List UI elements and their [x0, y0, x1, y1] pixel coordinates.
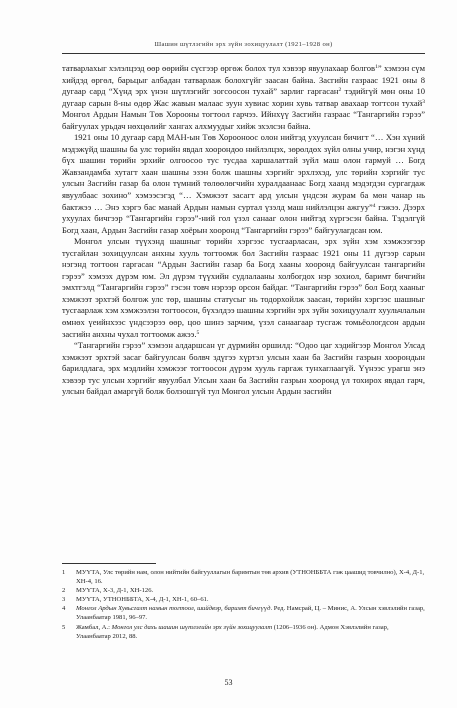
- footnote-number: 1: [62, 569, 66, 576]
- footnote-marker: 3: [422, 98, 425, 105]
- footnote-number: 4: [62, 605, 66, 613]
- footnotes: [62, 568, 425, 641]
- footnote-text: [76, 595, 425, 604]
- text-run: 1921 оны 10 дугаар сард МАН-ын Төв Хорооноос олон нийтэд ухуулсан бичигт “… Хэн хүний мэдэжүйд шашны ба улс төрийн явдал хоорондоо нийлэлцэх, зөрөлдөх зүйл олны учир, нэгэн хүнд бүх шашин төрийн эрхийг олгоосоо тус тусдаа харшалаттай зүйл маш олон гармуй … Богд Жавзандамба хутагт хаан шашны эзэн болж шашны хэргийг эрхлэхэд, улс төрийн хэргийг тус улсын Засгийн газар ба олон түмний төлөөлөгчийн хуралдаанаас Богд хаанд мэдэгдэн сургагдаж явуулбаас зохино” хэмээсэгэд “… Хэмжээт засагт ард улсын үндсэн журам ба мөн чанар нь бактжээ … Энэ хэргэ бас манай Ардын намын суртал үзэлд маш нийлэлцэн ажгуу”: [62, 132, 425, 212]
- text-run: гэжээ. Дээрх ухуулах бичгээр “Тангаргийн гэрээ”-ний гол үзэл санааг олон нийтэд хүргэсэн байна. Тэдэлгүй Богд хаан, Ардын Засгийн газар хоёрын хооронд “Тангаргийн гэрээ” байгуулагдсан юм.: [62, 201, 425, 235]
- text-run: МУҮТА, Х-3, Д-1, ХН-126.: [76, 587, 154, 595]
- footnote: [62, 595, 425, 604]
- text-run: МУҮТА, УТНОНББТА, Х-4, Д-1, ХН-1, 60–61.: [76, 596, 209, 604]
- running-head: Шашин шүтлэгийн эрх зүйн зохицуулалт (1921–1928 он): [154, 41, 333, 48]
- text-run: татварлахыг хэлэлцээд өөр өөрийн сүсгээр өргөж болох тул хэвээр явуулахаар болгов: [62, 63, 376, 73]
- footnote-marker: 4: [372, 202, 376, 209]
- footnote: [62, 604, 425, 622]
- footnote-rule: [62, 563, 156, 564]
- footnote-number: 2: [62, 587, 66, 595]
- footnote-marker: 1: [375, 64, 378, 70]
- footnote-text: [76, 586, 425, 595]
- page-number: 53: [224, 678, 233, 687]
- footnote-text: [76, 623, 425, 641]
- footnote: [62, 586, 425, 595]
- text-run: Монгол Ардын Намын Төв Хорооны тогтоол гарчээ. Ийнхүү Засгийн газраас “Тангаргийн гэрээ” байгуулах урьдач нөхцөлийг хангах алхмуудыг хийж эхэлсэн байна.: [62, 109, 425, 131]
- header-rule: [62, 53, 425, 54]
- text-run: ” хэмээн сүм хийдэд өргөл, барьцыг албадан татварлаж болохгүйг заасан байна. Засгийн газраас 1921 оны 8 дугаар сард “Хүнд эрх үнэн шүтлэгийг зогсоосон тухай” зарлиг гаргасан: [62, 63, 425, 97]
- footnote-marker: 5: [196, 329, 200, 336]
- footnote-text: [76, 604, 425, 622]
- body-text: [62, 63, 425, 398]
- text-run: (1206–1936 он). Адмон Хэвлэлийн газар, Улаанбаатар 2012, 88.: [76, 623, 389, 640]
- footnote-marker: 2: [338, 87, 342, 94]
- text-run: Жамбал, А.:: [76, 623, 112, 631]
- footnote-text: [76, 568, 425, 586]
- text-run: Монгол улс дахь шашин шүтлэгийн эрх зүйн зохицуулалт: [111, 623, 273, 631]
- footnote-number: 3: [62, 596, 66, 604]
- text-run: . Ред. Намсрай, Ц. – Минис, А. Улсын хэвлэлийн газар, Улаанбаатар 1981, 96–97.: [76, 605, 425, 622]
- paragraph: [62, 236, 425, 340]
- footnote-number: 5: [62, 623, 66, 631]
- text-run: Монгол улсын түүхэнд шашныг төрийн хэргээс тусгаарласан, эрх зүйн хэм хэмжээгээр тусгайлан зохицуулсан анхны хууль тогтоомж бол Засгийн газраас 1921 оны 11 дүгээр сарын нэгэнд тогтоон гаргасан “Ардын Засгийн газар ба Богд хааны хооронд байгуулсан тангаргийн гэрээ” хэмээх дүрэм юм. Эл дүрэм түүхийн судлалааны холбогдох нэр зохиол, баримт бичгийн эмхтгэлд “Тангаргийн гэрээ” гэсэн товч нэрээр орсон байдаг. “Тангаргийн гэрээ” бол Богд хааныг хэмжээт эрхтэй болгож улс төр, шашны статусыг нь тодорхойлж заасан, төрийн хэргээс шашныг тусгаарлаж хэм хэмжээлэн тогтоосон, бүхэлдээ шашны хэргийн эрх зүйн зохицуулалт хуульчлалын өмнөх үеийнхээс үндсээрээ өөр, цоо шинэ зарчим, үзэл санаагаар тусгаж томьёологдсон ардын засгийн анхны чухал тогтоомж ажээ.: [62, 236, 425, 339]
- text-run: МУҮТА, Улс төрийн нам, олон нийтийн байгууллагын баримтын төв архив (УТНОНББТА гэж цаашид товчилно), Х-4, Д-1, ХН-4, 16.: [76, 569, 425, 586]
- paragraph: [62, 132, 425, 236]
- footnote: [62, 568, 425, 586]
- text-run: тэдийгүй мөн оны 10 дугаар сарын 8-ны өдөр Жас жавын малаас зуун хувиас хорин хувь татвар авахаар тогтсон тухай: [62, 86, 425, 108]
- footnote: [62, 623, 425, 641]
- paragraph: [62, 63, 425, 132]
- text-run: “Тангаргийн гэрээ” хэмээн алдаршсан үг дүрмийн оршилд: “Одоо цаг хэдийгээр Монгол Улсад хэмжээт эрхтэй засаг байгуулсан болвч здүгээ хүртэл улсын хаан ба Засгийн газрын хоорондын барилдлага, эрх мэдлийн хэмжээг тогтоосон дүрэм хууль гаргаж тунхаглаагүй. Үүнээс урагш энэ хэвээр тус улсын хэргийг явуулбал Улсын хаан ба Засгийн газрын хооронд үл тохирох явдал гарч, улсын байдал амаргүй болж болзошгүй тул Монгол улсын Ардын засгийн: [62, 340, 425, 397]
- text-run: Монгол Ардын Хувьсгалт намын тогтоол, шийдвэр, баримт бичгүүд: [76, 605, 271, 613]
- paragraph: [62, 340, 425, 398]
